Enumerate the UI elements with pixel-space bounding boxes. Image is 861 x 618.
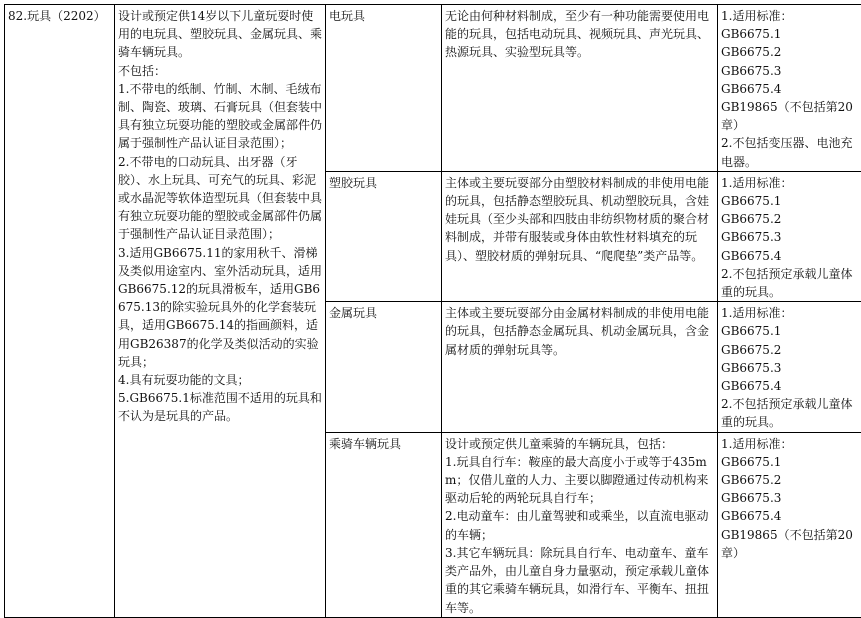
standard-code: GB6675.2: [721, 43, 861, 61]
standards-cell: [718, 432, 861, 617]
standard-code: GB6675.4: [721, 247, 861, 265]
standard-code: GB6675.2: [721, 210, 861, 228]
standards-cell: [718, 302, 861, 432]
standard-code: GB6675.2: [721, 471, 861, 489]
standard-code: GB19865（不包括第20章）: [721, 526, 861, 562]
standards-note: 2.不包括预定承载儿童体重的玩具。: [721, 395, 861, 431]
standard-code: GB6675.1: [721, 25, 861, 43]
standards-heading: 1.适用标准：: [721, 435, 861, 453]
standards-cell: [718, 171, 861, 301]
standard-code: GB6675.1: [721, 322, 861, 340]
standard-code: GB6675.3: [721, 489, 861, 507]
product-type-cell: [326, 302, 442, 432]
description-cell: [442, 302, 718, 432]
scope-exclusion-item: 4.具有玩耍功能的文具；: [118, 371, 322, 389]
description-text: 主体或主要玩耍部分由金属材料制成的非使用电能的玩具，包括静态金属玩具、机动金属玩具，含金属材质的弹射玩具等。: [445, 304, 714, 359]
description-cell: [442, 171, 718, 301]
standards-heading: 1.适用标准：: [721, 174, 861, 192]
standards-note: 2.不包括预定承载儿童体重的玩具。: [721, 265, 861, 301]
scope-exclusion-item: 3.适用GB6675.11的家用秋千、滑梯及类似用途室内、室外活动玩具，适用GB6675.12的玩具滑板车，适用GB6675.13的除实验玩具外的化学套装玩具，适用GB6675.14的指画颜料，适用GB26387的化学及类似活动的实验玩具；: [118, 244, 322, 371]
scope-definition: 设计或预定供14岁以下儿童玩耍时使用的电玩具、塑胶玩具、金属玩具、乘骑车辆玩具。: [118, 7, 322, 62]
standards-cell: [718, 5, 861, 172]
description-text: 设计或预定供儿童乘骑的车辆玩具，包括：: [445, 435, 714, 453]
category-label: 82.玩具（2202）: [8, 7, 111, 25]
description-cell: [442, 432, 718, 617]
product-type-label: 塑胶玩具: [329, 174, 438, 192]
table-row: [5, 5, 861, 172]
description-text: 主体或主要玩耍部分由塑胶材料制成的非使用电能的玩具，包括静态塑胶玩具、机动塑胶玩具，含娃娃玩具（至少头部和四肢由非纺织物材质的聚合材料制成，并带有服装或身体由软性材料填充的玩具）、塑胶材质的弹射玩具、“爬爬垫”类产品等。: [445, 174, 714, 265]
scope-exclusion-heading: 不包括：: [118, 62, 322, 80]
standard-code: GB6675.4: [721, 80, 861, 98]
category-cell: [5, 5, 115, 618]
standards-heading: 1.适用标准：: [721, 304, 861, 322]
standard-code: GB6675.2: [721, 341, 861, 359]
product-type-label: 电玩具: [329, 7, 438, 25]
standard-code: GB6675.3: [721, 228, 861, 246]
standard-code: GB6675.3: [721, 359, 861, 377]
scope-exclusion-item: 2.不带电的口动玩具、出牙器（牙胶）、水上玩具、可充气的玩具、彩泥或水晶泥等软体造型玩具（但套装中具有独立玩耍功能的塑胶或金属部件仍属于强制性产品认证目录范围）；: [118, 153, 322, 244]
standard-code: GB6675.4: [721, 507, 861, 525]
product-type-label: 乘骑车辆玩具: [329, 435, 438, 453]
description-text: 无论由何种材料制成，至少有一种功能需要使用电能的玩具，包括电动玩具、视频玩具、声光玩具、热源玩具、实验型玩具等。: [445, 7, 714, 62]
product-type-cell: [326, 171, 442, 301]
standard-code: GB6675.3: [721, 62, 861, 80]
standards-note: 2.不包括变压器、电池充电器。: [721, 134, 861, 170]
scope-exclusion-item: 5.GB6675.1标准范围不适用的玩具和不认为是玩具的产品。: [118, 389, 322, 425]
product-catalog-table: [4, 4, 861, 618]
standard-code: GB6675.4: [721, 377, 861, 395]
description-item: 2.电动童车：由儿童驾驶和或乘坐，以直流电驱动的车辆；: [445, 507, 714, 543]
product-type-label: 金属玩具: [329, 304, 438, 322]
standard-code: GB6675.1: [721, 453, 861, 471]
standard-code: GB19865（不包括第20章）: [721, 98, 861, 134]
description-item: 1.玩具自行车：鞍座的最大高度小于或等于435mm；仅借儿童的人力、主要以脚蹬通过传动机构来驱动后轮的两轮玩具自行车；: [445, 453, 714, 508]
product-type-cell: [326, 432, 442, 617]
standard-code: GB6675.1: [721, 192, 861, 210]
scope-exclusion-item: 1.不带电的纸制、竹制、木制、毛绒布制、陶瓷、玻璃、石膏玩具（但套装中具有独立玩耍功能的塑胶或金属部件仍属于强制性产品认证目录范围）；: [118, 80, 322, 153]
description-cell: [442, 5, 718, 172]
product-type-cell: [326, 5, 442, 172]
scope-cell: [115, 5, 326, 618]
standards-heading: 1.适用标准：: [721, 7, 861, 25]
description-item: 3.其它车辆玩具：除玩具自行车、电动童车、童车类产品外，由儿童自身力量驱动，预定承载儿童体重的其它乘骑车辆玩具，如滑行车、平衡车、扭扭车等。: [445, 544, 714, 617]
